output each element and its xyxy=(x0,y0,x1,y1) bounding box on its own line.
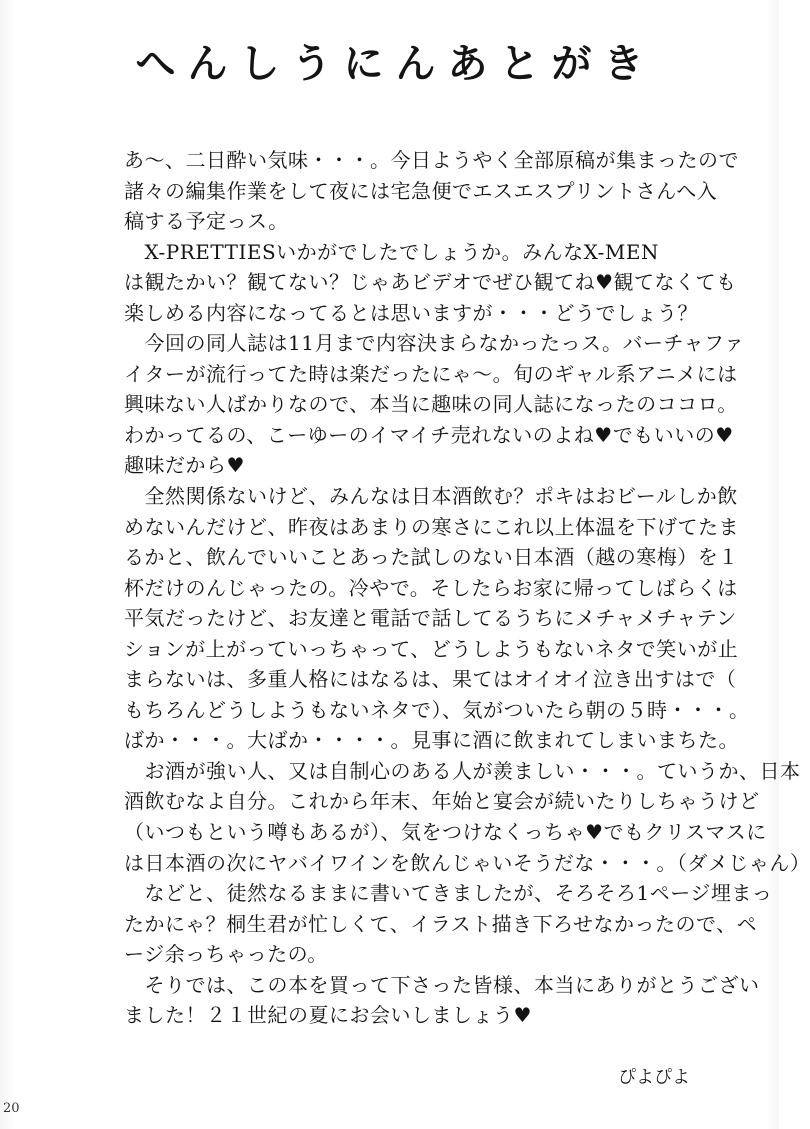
text-line: 興味ない人ばかりなので、本当に趣味の同人誌になったのココロ。 xyxy=(124,392,738,417)
author-signature: ぴよぴよ xyxy=(618,1067,690,1088)
text-line: 稿する予定っス。 xyxy=(124,209,289,234)
text-line: 諸々の編集作業をして夜には宅急便でエスエスプリントさんへ入 xyxy=(124,178,718,203)
text-line: などと、徒然なるままに書いてきましたが、そろそろ1ページ埋まっ xyxy=(124,881,773,906)
text-line: 今回の同人誌は11月まで内容決まらなかったっス。バーチャファ xyxy=(124,331,745,356)
text-line: ージ余っちゃったの。 xyxy=(124,942,328,967)
text-line: （いつもという噂もあるが）、気をつけなくっちゃ♥でもクリスマスに xyxy=(124,820,767,845)
text-line: まらないは、多重人格にはなるは、果てはオイオイ泣き出すはで（ xyxy=(124,667,737,692)
text-line: 趣味だから♥ xyxy=(124,453,245,478)
afterword-body xyxy=(124,145,810,1031)
text-line: は観たかい？観てない？じゃあビデオでぜひ観てね♥観てなくても xyxy=(124,270,737,295)
text-line: 全然関係ないけど、みんなは日本酒飲む？ポキはおビールしか飲 xyxy=(124,484,738,509)
text-line: ました！２１世紀の夏にお会いしましょう♥ xyxy=(124,1003,532,1028)
text-line: X-PRETTIESいかがでしたでしょうか。みんなX-MEN xyxy=(124,239,660,264)
text-line: めないんだけど、昨夜はあまりの寒さにこれ以上体温を下げてたま xyxy=(124,514,739,539)
text-line: お酒が強い人、又は自制心のある人が羨ましい・・・。ていうか、日本 xyxy=(124,758,801,783)
text-line: あ～、二日酔い気味・・・。今日ようやく全部原稿が集まったので xyxy=(124,148,739,172)
page-number: 20 xyxy=(3,1101,20,1116)
text-line: るかと、飲んでいいことあった試しのない日本酒（越の寒梅）を１ xyxy=(124,545,739,570)
page-title: へんしうにんあとがき xyxy=(135,40,656,87)
text-line: は日本酒の次にヤバイワインを飲んじゃいそうだな・・・。（ダメじゃん） xyxy=(124,850,810,875)
text-line: 楽しめる内容になってるとは思いますが・・・どうでしょう？ xyxy=(124,300,698,325)
text-line: ションが上がっていっちゃって、どうしようもないネタで笑いが止 xyxy=(124,636,739,661)
text-line: たかにゃ？桐生君が忙しくて、イラスト描き下ろせなかったので、ペ xyxy=(124,911,758,936)
text-line: ばか・・・。大ばか・・・・。見事に酒に飲まれてしまいまちた。 xyxy=(124,728,739,753)
text-line: そりでは、この本を買って下さった皆様、本当にありがとうござい xyxy=(124,972,760,997)
text-line: 杯だけのんじゃったの。冷やで。そしたらお家に帰ってしばらくは xyxy=(124,575,738,600)
text-line: イターが流行ってた時は楽だったにゃ～。旬のギャル系アニメには xyxy=(124,361,738,386)
text-line: わかってるの、こーゆーのイマイチ売れないのよね♥でもいいの♥ xyxy=(124,422,734,447)
text-line: 平気だったけど、お友達と電話で話してるうちにメチャメチャテン xyxy=(124,606,737,631)
text-line: もちろんどうしようもないネタで）、気がついたら朝の５時・・・。 xyxy=(124,697,750,722)
text-line: 酒飲むなよ自分。これから年末、年始と宴会が続いたりしちゃうけど xyxy=(124,789,760,814)
